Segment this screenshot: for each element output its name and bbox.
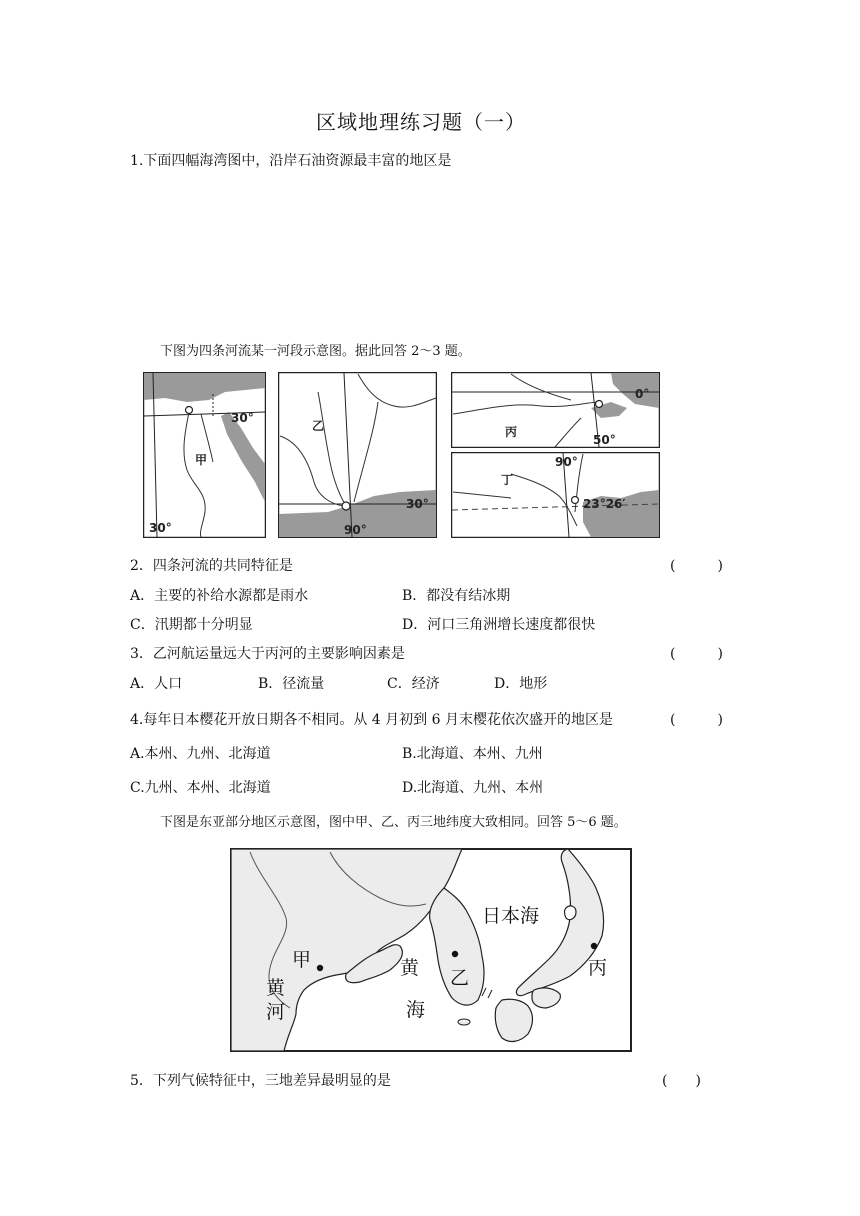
lon-label-jia: 30°	[149, 521, 172, 535]
q4-option-a: A.本州、九州、北海道	[130, 746, 271, 762]
q2-option-a: A．主要的补给水源都是雨水	[130, 588, 309, 604]
answer-paren-2: ( )	[670, 558, 723, 574]
q3-option-c: C．经济	[387, 676, 440, 692]
river-name-ding: 丁	[501, 473, 514, 487]
lat-label-ding: 23°26′	[583, 497, 626, 511]
label-huanghai-2: 海	[406, 999, 426, 1021]
label-huanghe-1: 黄	[266, 977, 286, 999]
answer-paren-5: ( )	[662, 1073, 701, 1089]
lon-label-bing: 50°	[593, 433, 616, 447]
river-map-ding	[451, 452, 660, 538]
point-jia-marker	[317, 965, 323, 971]
q4-option-c: C.九州、本州、北海道	[130, 780, 271, 796]
river-map-jia	[143, 372, 266, 538]
river-map-bing	[451, 372, 660, 448]
question-1: 1.下面四幅海湾图中，沿岸石油资源最丰富的地区是	[130, 153, 452, 169]
river-map-yi	[278, 372, 437, 538]
lat-label-bing: 0°	[635, 387, 650, 401]
answer-paren-4: ( )	[670, 712, 723, 728]
lat-label-jia: 30°	[231, 411, 254, 425]
page-title: 区域地理练习题（一）	[316, 110, 526, 134]
river-name-jia: 甲	[195, 453, 208, 467]
label-huanghai-1: 黄	[400, 957, 420, 979]
label-sea-of-japan: 日本海	[482, 905, 540, 927]
q3-option-d: D．地形	[494, 676, 548, 692]
label-jia: 甲	[292, 949, 312, 971]
q3-option-b: B．径流量	[258, 676, 325, 692]
q4-option-b: B.北海道、本州、九州	[402, 746, 543, 762]
q2-option-b: B．都没有结冰期	[402, 588, 511, 604]
intro-q5-6: 下图是东亚部分地区示意图，图中甲、乙、丙三地纬度大致相同。回答 5～6 题。	[160, 815, 627, 830]
answer-paren-3: ( )	[670, 646, 723, 662]
lat-label-yi: 30°	[406, 497, 429, 511]
question-5: 5．下列气候特征中，三地差异最明显的是	[130, 1073, 391, 1089]
lon-label-ding: 90°	[555, 455, 578, 469]
lon-label-yi: 90°	[344, 523, 367, 537]
label-huanghe-2: 河	[266, 1001, 286, 1023]
label-yi: 乙	[450, 967, 470, 989]
river-name-yi: 乙	[312, 419, 325, 433]
question-4: 4.每年日本樱花开放日期各不相同。从 4 月初到 6 月末樱花依次盛开的地区是	[130, 712, 613, 728]
label-bing: 丙	[588, 957, 608, 979]
q3-option-a: A．人口	[130, 676, 183, 692]
river-name-bing: 丙	[505, 425, 518, 439]
intro-q2-3: 下图为四条河流某一河段示意图。据此回答 2～3 题。	[160, 344, 471, 359]
point-bing-marker	[591, 943, 597, 949]
point-yi-marker	[452, 951, 458, 957]
east-asia-map	[230, 848, 632, 1052]
q2-option-c: C．汛期都十分明显	[130, 617, 253, 633]
q4-option-d: D.北海道、九州、本州	[402, 780, 544, 796]
question-2: 2．四条河流的共同特征是	[130, 558, 293, 574]
q2-option-d: D．河口三角洲增长速度都很快	[402, 617, 596, 633]
question-3: 3．乙河航运量远大于丙河的主要影响因素是	[130, 646, 405, 662]
